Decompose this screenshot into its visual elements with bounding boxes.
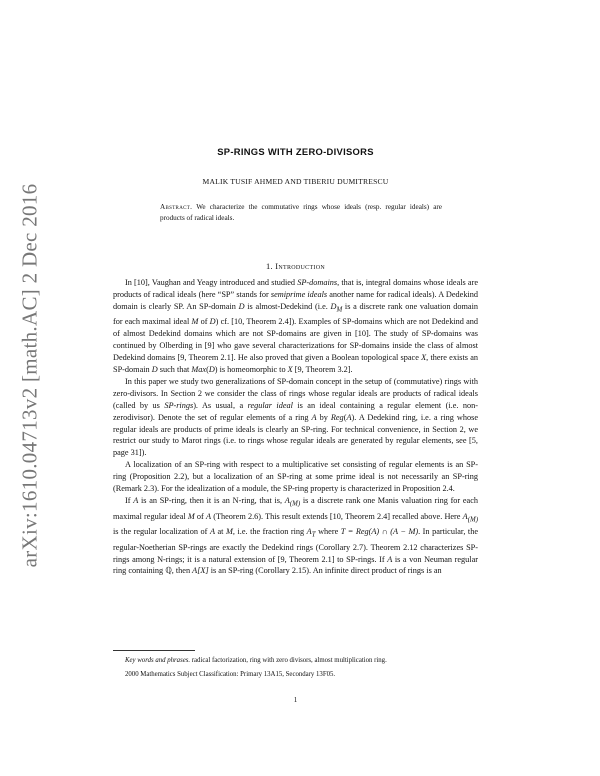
arxiv-identifier-text: arXiv:1610.04713v2 [math.AC] 2 Dec 2016 [17,183,42,567]
keywords-text: radical factorization, ring with zero divisors, almost multiplication ring. [191,657,387,664]
section-heading [113,262,478,271]
msc-footnote: 2000 Mathematics Subject Classification: Primary 13A15, Secondary 13F05. [125,670,336,678]
paper-body [113,277,478,577]
paper-authors: MALIK TUSIF AHMED AND TIBERIU DUMITRESCU [202,177,389,186]
section-title: Introduction [275,262,326,271]
paper-title: SP-RINGS WITH ZERO-DIVISORS [217,146,374,157]
abstract-block [160,202,442,223]
page-number: 1 [293,696,298,704]
abstract-label: Abstract. [160,203,193,211]
paragraph-4: If A is an SP-ring, then it is an N-ring, that is, $A_{(M)}$ is a discrete rank one Manis valuation ring for each maximal regular ideal M of A (Theorem 2.6). This result extends [10, Theorem 2.4] recalled above. Here $A_{(M)}$ is the regular localization of A at M, i.e. the fraction ring $A_T$ where T = Reg(A) ∩ (A − M). In particular, the regular-Noetherian SP-rings are exactly the Dedekind rings (Corollary 2.7). Theorem 2.12 characterizes SP-rings among N-rings; it is a natural extension of [9, Theorem 2.1] to SP-rings. If A is a von Neuman regular ring containing ℚ, then A[X] is an SP-ring (Corollary 2.15). An infinite direct product of rings is an [113,495,479,576]
keywords-footnote [113,656,478,666]
keywords-label: Key words and phrases. [125,657,191,664]
section-number: 1. [265,262,273,271]
paragraph-2: In this paper we study two generalizations of SP-domain concept in the setup of (commutative) rings with zero-divisors. In Section 2 we consider the class of rings whose regular ideals are products of radical ideals (called by us SP-rings). As usual, a regular ideal is an ideal containing a regular element (i.e. non-zerodivisor). Denote the set of regular elements of a ring A by Reg(A). A Dedekind ring, i.e. a ring whose regular ideals are products of prime ideals is clearly an SP-ring. For technical convenience, in Section 2, we restrict our study to Marot rings (i.e. to rings whose regular ideals are generated by regular elements, see [5, page 31]). [113,376,478,458]
abstract-text: We characterize the commutative rings whose ideals (resp. regular ideals) are products of radical ideals. [160,203,442,222]
paragraph-3: A localization of an SP-ring with respect to a multiplicative set consisting of regular elements is an SP-ring (Proposition 2.2), but a localization of an SP-ring at some prime ideal is not necessarily an SP-ring (Remark 2.3). For the idealization of a module, the SP-ring property is characterized in Proposition 2.4. [113,460,478,494]
paragraph-1: In [10], Vaughan and Yeagy introduced and studied SP-domains, that is, integral domains whose ideals are products of radical ideals (here “SP” stands for semiprime ideals another name for radical ideals). A Dedekind domain is clearly SP. An SP-domain D is almost-Dedekind (i.e. $D_M$ is a discrete rank one valuation domain for each maximal ideal M of D) cf. [10, Theorem 2.4]). Examples of SP-domains which are not Dedekind and of almost Dedekind domains which are not SP-domains are given in [10]. The study of SP-domains was continued by Olberding in [9] who gave several characterizations for SP-domains inside the class of almost Dedekind domains [9, Theorem 2.1]. He also proved that given a Boolean topological space X, there exists an SP-domain D such that Max(D) is homeomorphic to X [9, Theorem 3.2]. [113,278,479,374]
footnotes [113,656,478,683]
arxiv-identifier-stamp [10,150,50,600]
footnote-divider [113,650,195,651]
